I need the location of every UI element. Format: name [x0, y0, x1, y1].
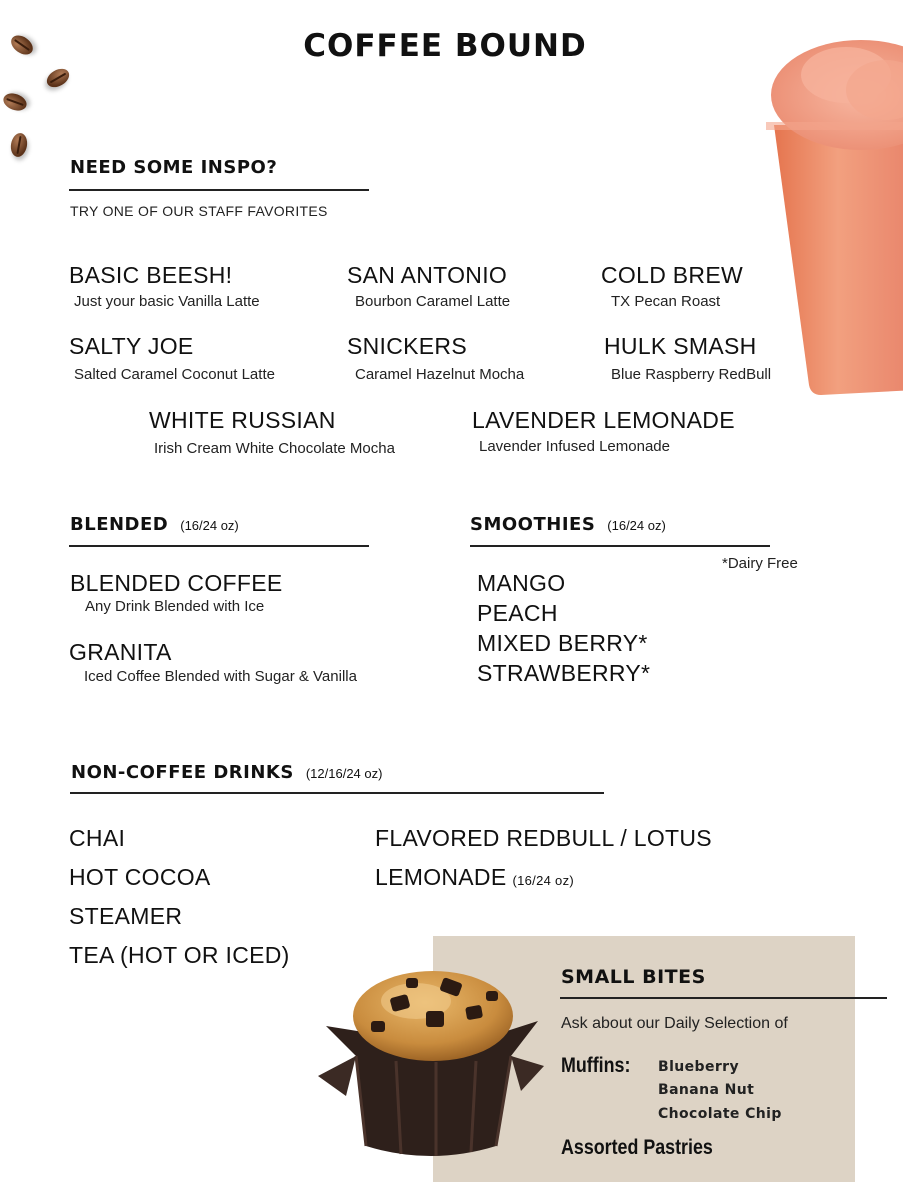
smoothie-item: STRAWBERRY*	[477, 660, 651, 686]
blended-item-description: Iced Coffee Blended with Sugar & Vanilla	[84, 668, 357, 685]
smoothie-cup-image	[766, 30, 903, 400]
lemonade-label: LEMONADE	[375, 864, 507, 890]
drink-name: WHITE RUSSIAN	[149, 407, 336, 433]
smoothies-size: (16/24 oz)	[607, 518, 666, 533]
muffin-flavor: Banana Nut	[658, 1082, 755, 1098]
smoothie-item: MANGO	[477, 570, 566, 596]
smoothies-title: SMOOTHIES	[470, 514, 596, 535]
blended-divider	[69, 545, 369, 547]
muffins-label: Muffins:	[561, 1054, 631, 1077]
coffee-bean-icon	[44, 65, 73, 91]
blended-item-description: Any Drink Blended with Ice	[85, 598, 265, 615]
drink-name: SALTY JOE	[69, 333, 194, 359]
non-coffee-item: STEAMER	[69, 903, 183, 929]
blended-item-name: GRANITA	[69, 639, 172, 665]
non-coffee-item: CHAI	[69, 825, 126, 851]
blended-heading	[70, 514, 239, 535]
smoothie-item: MIXED BERRY*	[477, 630, 648, 656]
dairy-free-note: *Dairy Free	[722, 555, 798, 572]
blended-size: (16/24 oz)	[180, 518, 239, 533]
drink-description: Just your basic Vanilla Latte	[74, 293, 260, 310]
smoothies-divider	[470, 545, 770, 547]
drink-name: SNICKERS	[347, 333, 467, 359]
non-coffee-item: FLAVORED REDBULL / LOTUS	[375, 825, 712, 851]
non-coffee-divider	[70, 792, 604, 794]
small-bites-heading: SMALL BITES	[561, 966, 706, 988]
drink-description: Salted Caramel Coconut Latte	[74, 366, 275, 383]
assorted-pastries: Assorted Pastries	[561, 1136, 713, 1159]
non-coffee-item	[375, 864, 574, 891]
drink-description: TX Pecan Roast	[611, 293, 721, 310]
drink-name: COLD BREW	[601, 262, 743, 288]
coffee-bean-icon	[1, 90, 29, 113]
smoothie-item: PEACH	[477, 600, 558, 626]
coffee-beans	[0, 0, 90, 180]
muffin-flavor: Blueberry	[658, 1059, 739, 1075]
non-coffee-title: NON-COFFEE DRINKS	[71, 762, 294, 783]
drink-description: Lavender Infused Lemonade	[479, 438, 670, 455]
drink-description: Irish Cream White Chocolate Mocha	[154, 440, 395, 457]
smoothies-heading	[470, 514, 666, 535]
page-title: COFFEE BOUND	[303, 28, 587, 64]
drink-name: LAVENDER LEMONADE	[472, 407, 735, 433]
lemonade-size: (16/24 oz)	[512, 873, 575, 888]
drink-description: Bourbon Caramel Latte	[355, 293, 511, 310]
drink-description: Caramel Hazelnut Mocha	[355, 366, 525, 383]
drink-name: HULK SMASH	[604, 333, 757, 359]
non-coffee-size: (12/16/24 oz)	[305, 766, 383, 781]
muffin-flavor: Chocolate Chip	[658, 1106, 782, 1122]
blended-item-name: BLENDED COFFEE	[70, 570, 283, 596]
non-coffee-heading	[71, 762, 382, 783]
blended-title: BLENDED	[70, 514, 169, 535]
inspo-divider	[69, 189, 369, 191]
coffee-bean-icon	[9, 132, 29, 158]
drink-description: Blue Raspberry RedBull	[611, 366, 772, 383]
non-coffee-item: HOT COCOA	[69, 864, 211, 890]
small-bites-intro: Ask about our Daily Selection of	[561, 1015, 788, 1032]
inspo-heading: NEED SOME INSPO?	[70, 157, 278, 178]
muffin-image	[316, 966, 546, 1166]
non-coffee-item: TEA (HOT OR ICED)	[69, 942, 290, 968]
drink-name: SAN ANTONIO	[347, 262, 508, 288]
inspo-subheading: TRY ONE OF OUR STAFF FAVORITES	[70, 203, 328, 219]
small-bites-divider	[560, 997, 887, 999]
drink-name: BASIC BEESH!	[69, 262, 233, 288]
